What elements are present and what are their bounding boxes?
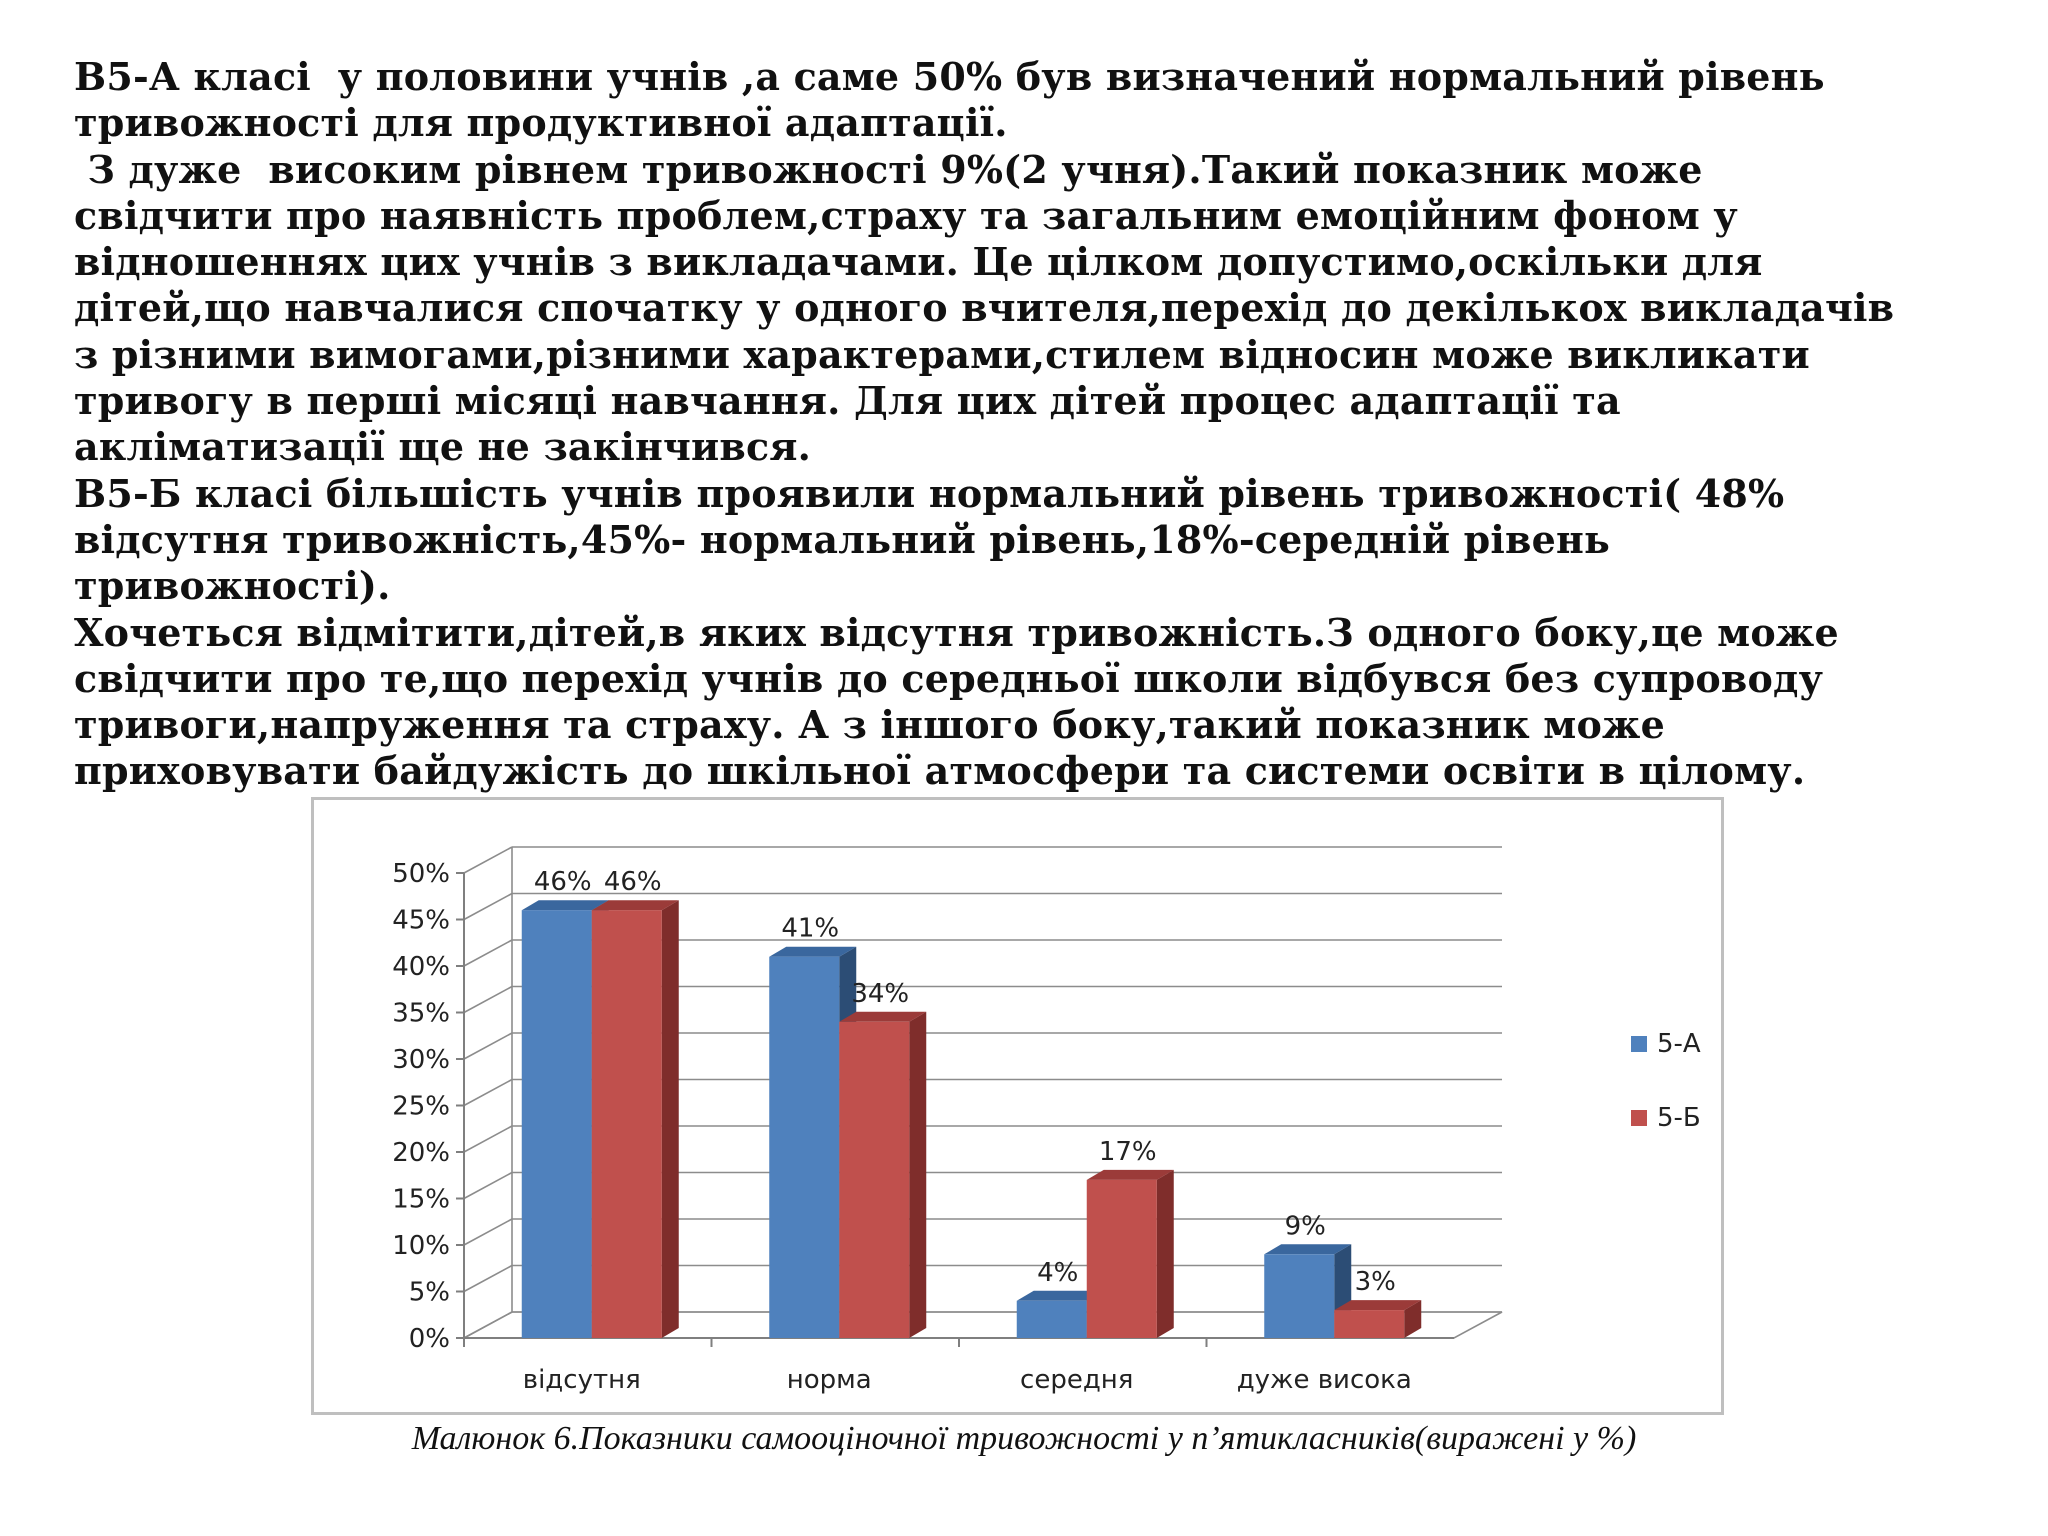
gridline-side (464, 1126, 512, 1152)
gridline-side (464, 1266, 512, 1292)
chart-frame (311, 797, 1724, 1415)
figure-caption: Малюнок 6.Показники самооціночної тривожності у п’ятикласників(виражені у %) (411, 1420, 1637, 1457)
bar-5-Б-дуже висока (1334, 1310, 1404, 1338)
y-tick-label: 0% (408, 1324, 450, 1354)
bar-5-А-відсутня (522, 910, 592, 1338)
data-label: 9% (1284, 1211, 1326, 1242)
data-label: 17% (1098, 1136, 1157, 1167)
anxiety-bar-chart (314, 800, 1721, 1412)
y-tick-label: 25% (392, 1091, 450, 1122)
gridline-side (464, 894, 512, 920)
y-tick-label: 30% (392, 1045, 450, 1075)
y-tick-label: 40% (392, 952, 450, 982)
x-tick-label: відсутня (522, 1365, 641, 1395)
bar-5-А-середня (1017, 1301, 1087, 1338)
data-label: 46% (533, 867, 592, 898)
y-tick-label: 20% (392, 1138, 450, 1168)
paragraph-no-anxiety: Хочеться відмітити,дітей,в яких відсутня тривожність.З одного боку,це може свідчити про те,що перехід учнів до середньої школи відбувся без супроводу тривоги,напруження та страху. А з іншого боку,такий показник може приховувати байдужість до шкільної атмосфери та системи освіти в цілому. (74, 609, 1839, 794)
bar-5-Б-середня (1087, 1180, 1157, 1338)
data-label: 3% (1354, 1267, 1396, 1298)
data-label: 34% (851, 978, 910, 1009)
bar-5-Б-норма (839, 1022, 909, 1338)
paragraph-5a: В5-А класі у половини учнів ,а саме 50% був визначений нормальний рівень тривожності для продуктивної адаптації. (74, 54, 1825, 146)
legend-label: 5-Б (1657, 1103, 1701, 1133)
legend-swatch (1631, 1110, 1647, 1126)
y-tick-label: 35% (392, 998, 450, 1029)
gridline-side (464, 987, 512, 1013)
bar-side (1157, 1170, 1174, 1338)
data-label: 46% (603, 867, 662, 898)
bar-side (909, 1012, 926, 1338)
bar-5-Б-відсутня (592, 910, 662, 1338)
data-label: 41% (781, 913, 840, 944)
legend-label: 5-А (1657, 1029, 1701, 1059)
gridline-side (464, 1080, 512, 1106)
gridline-side (464, 847, 512, 873)
gridline-side (464, 1033, 512, 1059)
paragraph-5b: В5-Б класі більшість учнів проявили нормальний рівень тривожності( 48% відсутня тривожність,45%- нормальний рівень,18%-середній рівень тривожності). (74, 470, 1785, 609)
legend-swatch (1631, 1036, 1647, 1052)
x-tick-label: дуже висока (1236, 1365, 1412, 1395)
bar-5-А-норма (769, 957, 839, 1338)
bar-side (662, 900, 679, 1338)
y-tick-label: 15% (392, 1184, 450, 1215)
gridline-side (464, 1219, 512, 1245)
y-tick-label: 5% (408, 1277, 450, 1308)
data-label: 4% (1037, 1257, 1079, 1288)
body-text (74, 54, 2034, 795)
bar-5-А-дуже висока (1264, 1254, 1334, 1338)
y-tick-label: 10% (392, 1231, 450, 1261)
paragraph-high-anxiety: З дуже високим рівнем тривожності 9%(2 учня).Такий показник може свідчити про наявність проблем,страху та загальним емоційним фоном у відношеннях цих учнів з викладачами. Це цілком допустимо,оскільки для дітей,що навчалися спочатку у одного вчителя,перехід до декількох викладачів з різними вимогами,різними характерами,стилем відносин може викликати тривогу в перші місяці навчання. Для цих дітей процес адаптації та акліматизації ще не закінчився. (74, 146, 1895, 470)
x-tick-label: середня (1020, 1365, 1134, 1395)
y-tick-label: 50% (392, 859, 450, 889)
gridline-side (464, 1173, 512, 1199)
x-tick-label: норма (786, 1365, 872, 1395)
y-tick-label: 45% (392, 905, 450, 936)
gridline-side (464, 940, 512, 966)
